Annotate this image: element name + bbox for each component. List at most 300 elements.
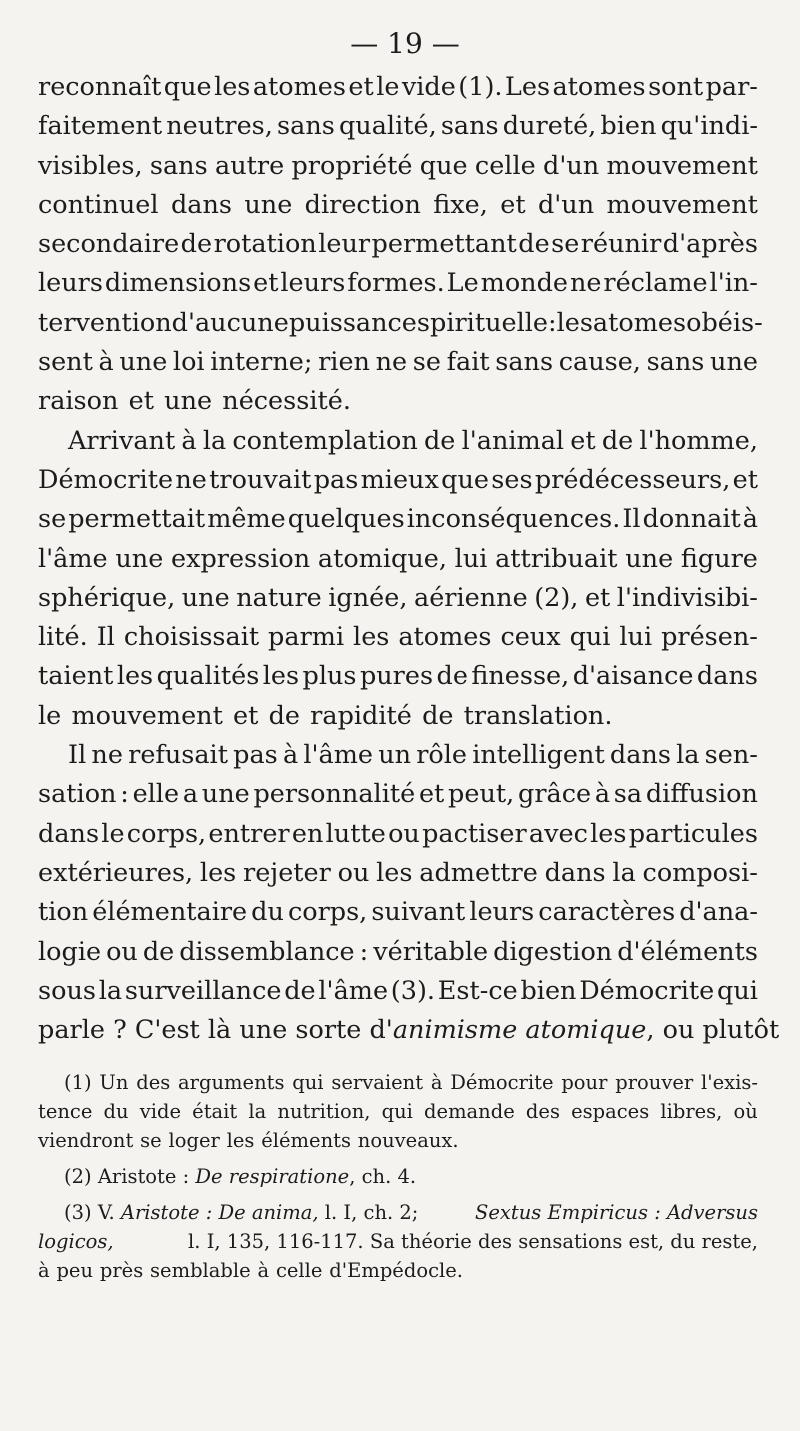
word: visibles, <box>38 150 143 181</box>
text-segment: , ou plutôt <box>646 1015 780 1046</box>
word: qualité, <box>338 111 437 142</box>
word: l'âme <box>38 543 108 574</box>
word: dureté, <box>502 111 597 142</box>
word: la <box>612 857 636 888</box>
word: celle <box>275 1259 323 1283</box>
italic-phrase: animisme atomique <box>392 1015 647 1046</box>
word: d'éléments <box>617 936 758 967</box>
word: à <box>430 1071 443 1095</box>
word: caractères <box>538 897 676 928</box>
word: (1). <box>458 72 503 102</box>
word: ne <box>91 740 123 771</box>
word: lui <box>619 622 653 653</box>
word: la <box>248 1100 267 1124</box>
word: de <box>423 425 456 456</box>
word: une <box>244 189 293 220</box>
word: vide <box>401 72 456 102</box>
word: véritable <box>373 936 489 967</box>
text-line <box>38 697 758 736</box>
text-line <box>38 186 758 225</box>
word: direction <box>304 189 421 220</box>
text-line <box>38 304 763 343</box>
text-line <box>38 893 758 932</box>
word: sans <box>149 150 208 181</box>
footnote-3 <box>38 1198 758 1285</box>
word: d'après <box>662 229 758 260</box>
word: rapidité <box>310 700 412 731</box>
word: pactiser <box>422 818 527 849</box>
text-line <box>38 736 758 775</box>
word: inconséquences. <box>406 504 621 535</box>
word: du <box>251 897 284 928</box>
word: et <box>418 779 445 810</box>
word: sation <box>38 779 117 810</box>
word: composi- <box>642 857 758 888</box>
word: sont <box>648 72 704 102</box>
word: où <box>733 1100 758 1124</box>
word: les <box>353 622 390 653</box>
word: fixe, <box>433 189 488 220</box>
word: dans <box>696 661 758 692</box>
word: les <box>556 307 593 338</box>
word: à <box>257 1259 270 1283</box>
word: Le <box>446 268 479 299</box>
word: a <box>182 779 199 810</box>
word: dans <box>609 740 671 771</box>
word: ceux <box>500 622 561 653</box>
word: qui <box>717 975 758 1006</box>
word: d'aisance <box>572 661 694 692</box>
word: les <box>226 1129 255 1153</box>
word: les <box>199 857 237 888</box>
text-line <box>38 343 758 382</box>
word: une <box>115 543 164 574</box>
text-line <box>38 147 758 186</box>
word: les <box>590 818 627 849</box>
word: tion <box>38 897 89 928</box>
word: nouveaux. <box>357 1129 459 1153</box>
word: dans <box>170 189 232 220</box>
word: permettant <box>371 229 517 260</box>
word: de <box>268 700 300 731</box>
word: faitement <box>38 111 163 142</box>
word: choisissait <box>123 622 260 653</box>
word: semblable <box>150 1259 251 1283</box>
word: le <box>101 818 125 849</box>
word: entrer <box>208 818 290 849</box>
word: prédécesseurs, <box>534 464 731 495</box>
word: ne <box>175 464 207 495</box>
word: particules <box>628 818 758 849</box>
word: et <box>128 386 154 417</box>
text-segment-italic <box>393 1011 779 1050</box>
word: et <box>253 268 279 299</box>
word: ses <box>491 464 533 495</box>
text-line <box>38 225 758 264</box>
word: (3). <box>390 975 436 1006</box>
word: Démocrite <box>450 1071 554 1095</box>
word: et <box>570 425 596 456</box>
word: rien <box>318 347 370 378</box>
footnote-line <box>38 1126 758 1155</box>
word: sa <box>613 779 643 810</box>
footnote-italic: Aristote : De anima, <box>120 1201 319 1225</box>
word: lité. <box>38 622 88 653</box>
word: personnalité <box>253 779 416 810</box>
word: mouvement <box>606 150 758 181</box>
footnote-line <box>38 1097 758 1126</box>
word: près <box>99 1259 144 1283</box>
word: que <box>163 72 212 102</box>
word: le <box>38 700 62 731</box>
word: un <box>378 740 412 771</box>
word: donnait <box>642 504 741 535</box>
word: de <box>601 425 634 456</box>
word: ou <box>388 818 420 849</box>
word: même <box>207 504 286 535</box>
word: réclame <box>603 268 708 299</box>
word: surveillance <box>124 975 282 1006</box>
word: contemplation <box>232 425 418 456</box>
word: reconnaît <box>38 72 162 102</box>
word: pas <box>233 740 278 771</box>
word: figure <box>680 543 758 574</box>
word: sous <box>38 975 96 1006</box>
word: les <box>376 857 413 888</box>
word: Un <box>99 1071 129 1095</box>
word: avec <box>528 818 588 849</box>
word: d'aucune <box>171 307 289 338</box>
word: à <box>181 425 197 456</box>
word: viendront <box>38 1129 134 1153</box>
text-line <box>38 815 758 854</box>
word: espaces <box>571 1100 650 1124</box>
word: ou <box>106 936 138 967</box>
word: monde <box>480 268 569 299</box>
word: l'âme <box>303 740 373 771</box>
word: de <box>518 229 550 260</box>
word: nutrition, <box>277 1100 371 1124</box>
word: de <box>142 936 175 967</box>
footnote-segment: l. I, 135, 116-117. Sa théorie des sensations est, du reste, <box>181 1230 758 1254</box>
word: cause, <box>558 347 641 378</box>
footnote-prefix: (3) V. <box>64 1201 121 1225</box>
word: (1) <box>64 1071 92 1095</box>
word: lutte <box>325 818 386 849</box>
word: qui <box>292 1071 324 1095</box>
footnote-italic: Sextus Empiricus : Adversus <box>475 1201 758 1225</box>
word: corps, <box>126 818 207 849</box>
word: ne <box>569 268 602 299</box>
word: une <box>119 347 168 378</box>
footnote-line <box>38 1198 758 1227</box>
word: : <box>547 307 557 338</box>
paragraph <box>38 68 763 422</box>
word: atomes <box>252 72 346 102</box>
word: expression <box>170 543 311 574</box>
word: permettait <box>68 504 206 535</box>
word: admettre <box>419 857 538 888</box>
word: aérienne <box>414 582 528 613</box>
word: l'in- <box>709 268 758 299</box>
word: bien <box>520 975 577 1006</box>
word: fait <box>446 347 490 378</box>
word: leurs <box>469 897 535 928</box>
word: une <box>164 386 213 417</box>
word: se <box>38 504 67 535</box>
footnote-segment <box>64 1198 425 1227</box>
word: d'un <box>537 189 595 220</box>
word: mouvement <box>71 700 223 731</box>
word: interne; <box>210 347 313 378</box>
word: ignée, <box>328 582 408 613</box>
word: les <box>116 661 154 692</box>
word: peu <box>56 1259 94 1283</box>
text-line <box>38 107 758 146</box>
paragraph <box>38 736 780 1050</box>
word: atomique, <box>317 543 447 574</box>
word: dans <box>38 818 100 849</box>
word: par- <box>705 72 758 102</box>
word: diffusion <box>645 779 758 810</box>
word: à <box>594 779 611 810</box>
word: de <box>284 975 316 1006</box>
word: que <box>441 464 489 495</box>
footnote-segment: (2) Aristote : <box>64 1165 196 1189</box>
word: une <box>201 779 250 810</box>
text-line <box>38 933 758 972</box>
footnote-line <box>38 1256 758 1285</box>
footnote-line <box>38 1068 758 1097</box>
word: l'âme <box>318 975 389 1006</box>
word: d'ana- <box>679 897 758 928</box>
word: rejeter <box>243 857 331 888</box>
main-text <box>38 68 780 1050</box>
word: : <box>359 936 369 967</box>
text-line <box>38 579 758 618</box>
word: Les <box>504 72 551 102</box>
footnote-line <box>38 1162 758 1191</box>
word: trouvait <box>209 464 312 495</box>
word: sans <box>646 347 705 378</box>
footnote-2 <box>38 1162 758 1191</box>
word: qu'indi- <box>660 111 758 142</box>
word: bien <box>600 111 657 142</box>
word: attribuait <box>495 543 618 574</box>
paragraph <box>38 422 758 736</box>
text-line <box>38 422 758 461</box>
word: servaient <box>331 1071 424 1095</box>
word: Il <box>96 622 115 653</box>
word: tence <box>38 1100 93 1124</box>
word: Est-ce <box>437 975 518 1006</box>
word: qualités <box>156 661 260 692</box>
word: raison <box>38 386 119 417</box>
word: l'exis- <box>701 1071 758 1095</box>
word: éléments <box>261 1129 351 1153</box>
word: une <box>181 582 230 613</box>
word: les <box>262 661 300 692</box>
word: l'animal <box>461 425 565 456</box>
word: arguments <box>178 1071 285 1095</box>
word: sen- <box>704 740 758 771</box>
footnote-segment: , ch. 4. <box>349 1165 417 1189</box>
word: intelligent <box>472 740 605 771</box>
word: celle <box>474 150 536 181</box>
book-page <box>38 24 780 1285</box>
word: était <box>192 1100 238 1124</box>
footnote-italic: De respiratione <box>195 1165 350 1189</box>
word: pas <box>313 464 359 495</box>
word: atomes <box>592 307 687 338</box>
text-line <box>38 68 758 107</box>
word: l'indivisibi- <box>616 582 758 613</box>
word: formes. <box>347 268 445 299</box>
word: extérieures, <box>38 857 194 888</box>
word: neutres, <box>166 111 273 142</box>
word: se <box>412 347 441 378</box>
word: et <box>732 464 758 495</box>
word: finesse, <box>471 661 570 692</box>
word: la <box>202 425 227 456</box>
word: du <box>103 1100 129 1124</box>
word: la <box>98 975 123 1006</box>
word: de <box>436 661 468 692</box>
footnote-line <box>38 1227 758 1256</box>
word: d'un <box>543 150 600 181</box>
word: refusait <box>128 740 228 771</box>
word: sphérique, <box>38 582 176 613</box>
word: à <box>742 504 758 535</box>
word: ou <box>337 857 370 888</box>
word: libres, <box>660 1100 723 1124</box>
word: dans <box>544 857 606 888</box>
word: pour <box>561 1071 608 1095</box>
word: et <box>348 72 374 102</box>
word: en <box>291 818 324 849</box>
word: de <box>422 700 454 731</box>
word: corps, <box>287 897 368 928</box>
footnote-1 <box>38 1068 758 1155</box>
word: l'homme, <box>639 425 758 456</box>
word: et <box>584 582 611 613</box>
text-line <box>38 854 758 893</box>
text-line <box>38 264 758 303</box>
word: secondaire <box>38 229 180 260</box>
word: nécessité. <box>222 386 351 417</box>
word: les <box>214 72 251 102</box>
word: lui <box>454 543 488 574</box>
word: une <box>625 543 674 574</box>
word: loi <box>172 347 205 378</box>
word: la <box>676 740 700 771</box>
text-line-mixed <box>38 1011 780 1050</box>
word: parmi <box>268 622 345 653</box>
word: Démocrite <box>579 975 715 1006</box>
word: leurs <box>38 268 103 299</box>
word: autre <box>215 150 285 181</box>
word: prouver <box>615 1071 694 1095</box>
word: Démocrite <box>38 464 174 495</box>
word: spirituelle <box>416 307 548 338</box>
word: mouvement <box>606 189 758 220</box>
word: que <box>419 150 468 181</box>
text-segment: parle ? C'est là une sorte d' <box>38 1015 393 1046</box>
word: sans <box>440 111 499 142</box>
word: logie <box>38 936 102 967</box>
word: dissemblance <box>179 936 355 967</box>
word: atomes <box>398 622 492 653</box>
word: à <box>98 347 114 378</box>
word: digestion <box>493 936 613 967</box>
footnote-segment: l. I, ch. 2; <box>318 1201 425 1225</box>
word: vide <box>139 1100 182 1124</box>
word: propriété <box>291 150 413 181</box>
word: leur <box>318 229 371 260</box>
word: réunir <box>580 229 662 260</box>
word: peut, <box>448 779 515 810</box>
word: elle <box>132 779 180 810</box>
text-line <box>38 461 758 500</box>
word: nature <box>236 582 322 613</box>
word: des <box>525 1100 560 1124</box>
word: : <box>120 779 129 810</box>
word: puissance <box>288 307 417 338</box>
word: sent <box>38 347 93 378</box>
word: Il <box>68 740 87 771</box>
word: demande <box>424 1100 515 1124</box>
word: élémentaire <box>92 897 248 928</box>
word: atomes <box>552 72 646 102</box>
word: tervention <box>38 307 172 338</box>
word: Arrivant <box>68 425 176 456</box>
word: plus <box>302 661 357 692</box>
word: Il <box>622 504 641 535</box>
word: se <box>551 229 580 260</box>
word: rotation <box>213 229 317 260</box>
text-line <box>38 657 758 696</box>
word: pures <box>359 661 434 692</box>
word: présen- <box>661 622 758 653</box>
word: une <box>710 347 758 378</box>
word: translation. <box>463 700 613 731</box>
word: leurs <box>280 268 346 299</box>
word: (2), <box>534 582 579 613</box>
word: sans <box>495 347 554 378</box>
page-number: — 19 — <box>350 27 460 60</box>
word: à <box>38 1259 50 1283</box>
word: taient <box>38 661 114 692</box>
word: mieux <box>360 464 439 495</box>
word: et <box>500 189 526 220</box>
word: d'Empédocle. <box>329 1259 463 1283</box>
word: qui <box>381 1100 413 1124</box>
footnotes <box>38 1068 758 1285</box>
word: des <box>136 1071 171 1095</box>
word: qui <box>569 622 611 653</box>
word: loger <box>168 1129 220 1153</box>
text-line <box>38 775 758 814</box>
word: quelques <box>287 504 405 535</box>
word: obéis- <box>686 307 763 338</box>
word: et <box>233 700 259 731</box>
word: continuel <box>38 189 159 220</box>
word: rôle <box>416 740 468 771</box>
text-line <box>38 618 758 657</box>
word: de <box>180 229 213 260</box>
word: sans <box>277 111 335 142</box>
word: ne <box>375 347 408 378</box>
